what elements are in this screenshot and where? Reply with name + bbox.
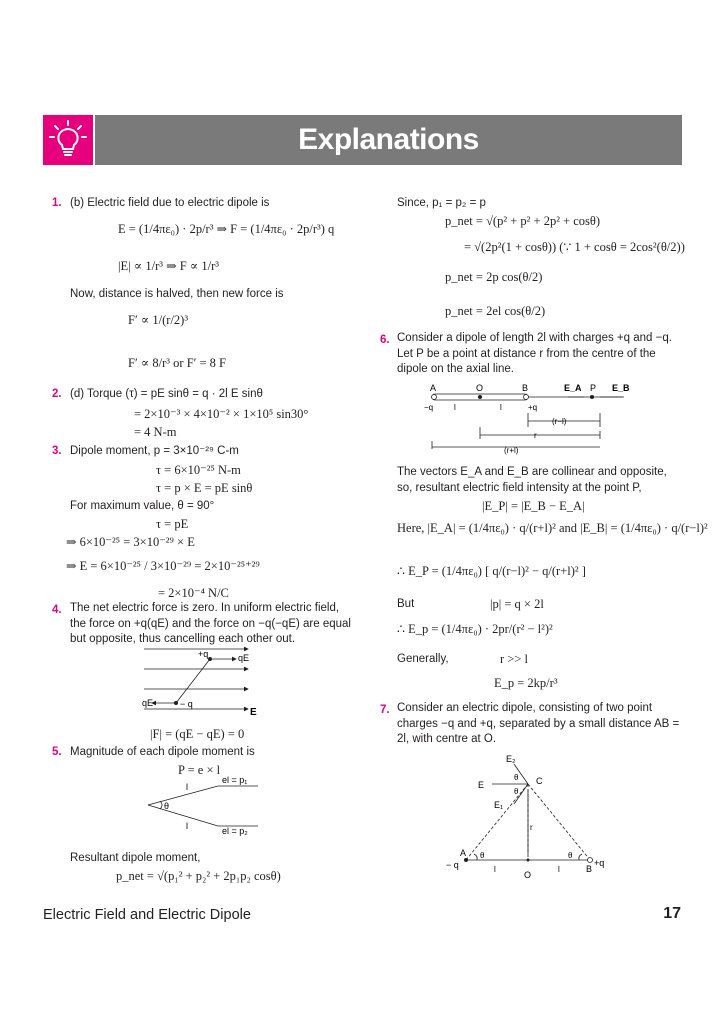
q7-label-pq: +q — [594, 858, 605, 868]
q6-label-rml: (r−l) — [552, 417, 567, 426]
bulb-icon — [43, 115, 93, 165]
cont-text: Since, p₁ = p₂ = p — [397, 197, 486, 209]
q7-label-o: O — [524, 870, 532, 880]
q7-label-b: B — [586, 864, 593, 874]
q6-axial-diagram — [424, 383, 634, 455]
q6-label-b: B — [522, 383, 529, 393]
q7-label-r: r — [530, 823, 533, 832]
q6-eq1: |E_P| = |E_B − E_A| — [482, 499, 585, 513]
q6-eq4-label: But — [397, 598, 415, 610]
q4-label-plus-q: +q — [198, 649, 209, 659]
q6-number: 6. — [380, 334, 390, 346]
q5-number: 5. — [52, 746, 62, 758]
q7-label-e1: E₁ — [494, 800, 504, 810]
cont-eq2: = √(2p²(1 + cosθ)) (∵ 1 + cosθ = 2cos²(θ/2)) — [464, 240, 685, 254]
q6-label-a: A — [430, 383, 437, 393]
q5-dipole-diagram — [138, 774, 268, 840]
q1-number: 1. — [52, 197, 62, 209]
q3-text: Dipole moment, p = 3×10⁻²⁹ C-m — [70, 445, 239, 457]
q6-label-l1: l — [454, 403, 456, 412]
q4-text: The net electric force is zero. In uniform electric field, the force on +q(qE) and the force on −q(−qE) are equal but opposite, thus cancelling each other out. — [70, 602, 351, 645]
q7-label-mq: − q — [446, 860, 459, 870]
q3-eq1: τ = 6×10⁻²⁵ N-m — [156, 463, 241, 477]
q3-number: 3. — [52, 445, 62, 457]
q4-label-e: E — [250, 707, 257, 718]
q4-label-qe-bot: qE — [142, 698, 154, 708]
q2-text: (d) Torque (τ) = pE sinθ = q · 2l E sinθ — [70, 388, 263, 400]
q5-eq2: p_net = √(p₁² + p₂² + 2p₁p₂ cosθ) — [116, 869, 281, 883]
q5-text2: Resultant dipole moment, — [70, 852, 201, 864]
q6-label-rpl: (r+l) — [504, 446, 519, 455]
q4-label-qe-top: qE — [238, 653, 250, 663]
q7-label-theta3: θ — [480, 851, 485, 860]
cont-eq1: p_net = √(p² + p² + 2p² + cosθ) — [445, 214, 601, 228]
q6-label-o: O — [476, 383, 484, 393]
q1-eq3: F′ ∝ 1/(r/2)³ — [128, 313, 189, 327]
q5-label-l2: l — [186, 821, 188, 831]
q3-eq6: = 2×10⁻⁴ N/C — [158, 586, 229, 600]
q7-number: 7. — [380, 704, 390, 716]
q4-eq1: |F| = (qE − qE) = 0 — [150, 727, 245, 741]
q3-eq3: τ = pE — [156, 517, 189, 531]
q6-label-pq: +q — [528, 403, 538, 412]
q7-label-e2: E₂ — [506, 754, 516, 764]
q6-eq7: E_p = 2kp/r³ — [494, 676, 558, 690]
q7-label-theta4: θ — [568, 851, 573, 860]
cont-eq4: p_net = 2el cos(θ/2) — [445, 304, 546, 318]
q3-text2: For maximum value, θ = 90° — [70, 500, 215, 512]
q6-label-ea: E_A — [564, 383, 582, 393]
q2-eq2: = 4 N-m — [134, 425, 177, 439]
q6-eq4: |p| = q × 2l — [490, 597, 544, 611]
q3-eq5: ⇒ E = 6×10⁻²⁵ / 3×10⁻²⁹ = 2×10⁻²⁵⁺²⁹ — [66, 559, 260, 573]
q7-equatorial-diagram — [444, 750, 614, 882]
q1-eq1: E = (1/4πε₀) · 2p/r³ ⇒ F = (1/4πε₀ · 2p/r³) q — [118, 222, 335, 236]
q7-label-theta2: θ — [514, 787, 519, 796]
q6-eq6: r >> l — [500, 652, 528, 666]
q7-label-c: C — [536, 776, 543, 786]
q4-number: 4. — [52, 604, 62, 616]
q6-text: Consider a dipole of length 2l with charges +q and −q. Let P be a point at distance r from the centre of the dipole on the axial line. — [397, 332, 672, 375]
q6-label-mq: −q — [424, 403, 434, 412]
header-icon-box — [43, 115, 93, 165]
q5-label-l1: l — [186, 782, 188, 792]
q2-eq1: = 2×10⁻³ × 4×10⁻² × 1×10⁵ sin30° — [134, 407, 309, 421]
q6-label-eb: E_B — [612, 383, 630, 393]
q1-eq4: F′ ∝ 8/r³ or F′ = 8 F — [128, 356, 227, 370]
q7-label-a: A — [460, 848, 467, 858]
q6-text2: The vectors E_A and E_B are collinear and opposite, so, resultant electric field intensity at the point P, — [397, 466, 667, 494]
q3-eq2: τ = p × E = pE sinθ — [156, 481, 253, 495]
q7-text: Consider an electric dipole, consisting of two point charges −q and +q, separated by a small distance AB = 2l, with centre at O. — [397, 702, 680, 745]
cont-eq3: p_net = 2p cos(θ/2) — [445, 270, 543, 284]
q7-label-l1: l — [494, 865, 496, 874]
q5-label-theta: θ — [164, 801, 170, 811]
q5-eq1: P = e × l — [178, 763, 221, 777]
q7-label-l2: l — [558, 865, 560, 874]
q5-label-top: el = p₁ — [222, 775, 248, 785]
q5-label-bot: el = p₂ — [222, 826, 248, 836]
q2-number: 2. — [52, 388, 62, 400]
q4-label-minus-q: − q — [180, 699, 193, 709]
q7-label-e: E — [478, 780, 485, 790]
q6-eq5: ∴ E_p = (1/4πε₀) · 2pr/(r² − l²)² — [397, 622, 553, 636]
footer-chapter-title: Electric Field and Electric Dipole — [43, 907, 251, 923]
q1-text: (b) Electric field due to electric dipole is — [70, 197, 270, 209]
q3-eq4: ⇒ 6×10⁻²⁵ = 3×10⁻²⁹ × E — [66, 535, 195, 549]
q5-text: Magnitude of each dipole moment is — [70, 746, 255, 758]
q6-eq6-label: Generally, — [397, 653, 449, 665]
q6-eq3: ∴ E_P = (1/4πε₀) [ q/(r−l)² − q/(r+l)² ] — [397, 564, 586, 578]
q1-text2: Now, distance is halved, then new force is — [70, 288, 284, 300]
q6-eq2: Here, |E_A| = (1/4πε₀) · q/(r+l)² and |E_B| = (1/4πε₀) · q/(r−l)² — [397, 521, 708, 535]
page-title: Explanations — [298, 123, 479, 156]
q7-label-theta1: θ — [514, 773, 519, 782]
q1-eq2: |E| ∝ 1/r³ ⇒ F ∝ 1/r³ — [118, 259, 220, 273]
q6-label-p: P — [590, 383, 597, 393]
page-number: 17 — [663, 905, 681, 922]
q4-field-diagram — [140, 645, 266, 723]
q6-label-r: r — [534, 431, 537, 440]
q6-label-l2: l — [500, 403, 502, 412]
